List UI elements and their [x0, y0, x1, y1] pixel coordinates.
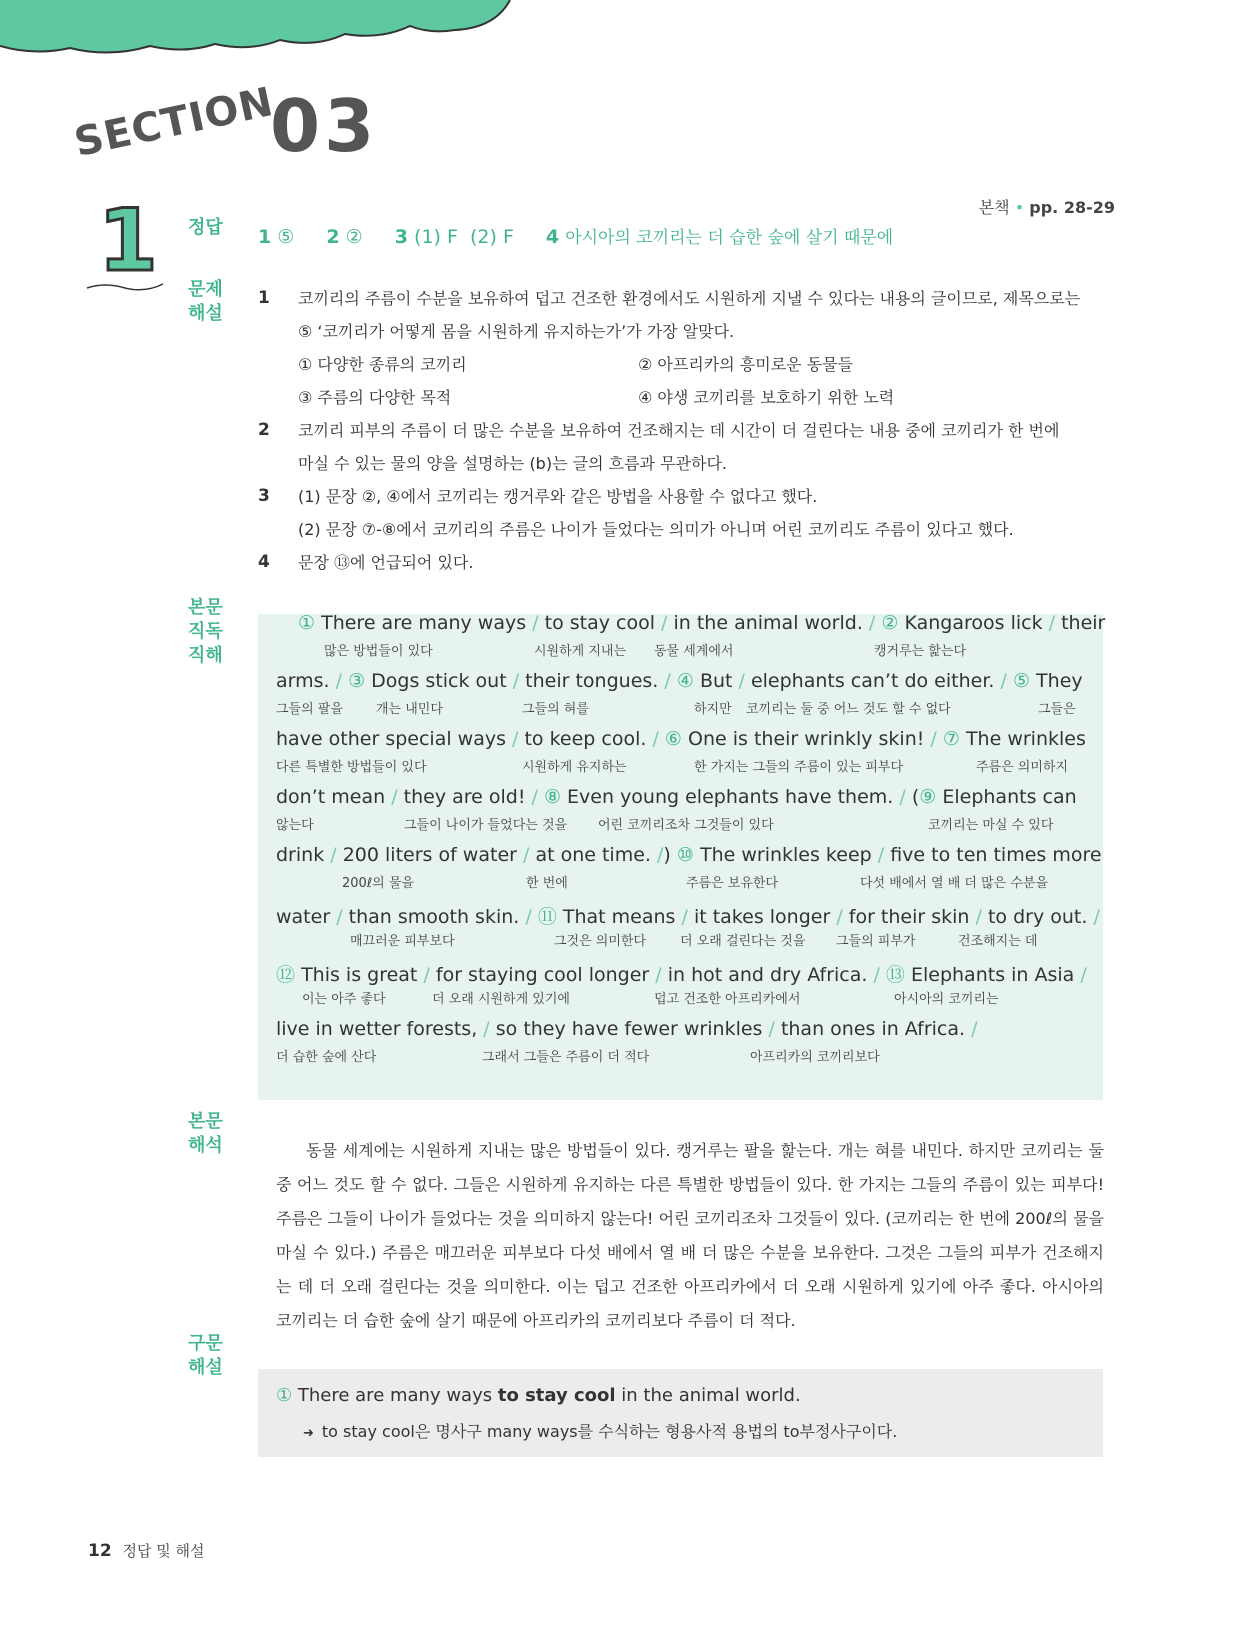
sentence-number: ⑤ [1012, 670, 1030, 692]
korean-gloss: 더 습한 숲에 산다 [276, 1050, 377, 1065]
english-chunk: arms. [276, 670, 330, 692]
label-reading: 본문 직독 직해 [188, 597, 223, 666]
english-chunk: for staying cool longer [435, 964, 650, 986]
answer-value: (1) F (2) F [414, 226, 514, 248]
korean-gloss: 그들이 나이가 들었다는 것을 [404, 818, 568, 833]
korean-gloss: 캥거루는 핥는다 [874, 644, 967, 659]
top-banner-decoration [0, 0, 1241, 60]
sentence-number: ① [298, 612, 316, 634]
explanation-text: (1) 문장 ②, ④에서 코끼리는 캥거루와 같은 방법을 사용할 수 없다고 했다. [298, 487, 818, 506]
korean-gloss: 건조해지는 데 [958, 934, 1038, 949]
label-translation: 본문 해석 [188, 1111, 223, 1156]
grammar-text: in the animal world. [615, 1385, 801, 1406]
korean-gloss: 그들의 혀를 [522, 702, 589, 717]
answer-number: 4 [545, 226, 560, 248]
option-text: ② 아프리카의 흥미로운 동물들 [638, 355, 854, 374]
sentence-number: ⑪ [537, 906, 557, 928]
explanation-2 [258, 414, 1118, 480]
english-chunk: Kangaroos lick [904, 612, 1043, 634]
korean-gloss: 한 가지는 그들의 주름이 있는 피부다 [694, 760, 904, 775]
page-ref-prefix: 본책 [978, 198, 1010, 217]
reading-line-2: arms. / ③ Dogs stick out / their tongues. / ④ But / elephants can’t do either. / ⑤ They 그들의 팔을 개는 내민다 그들의 혀를 하지만 코끼리는 둘 중 어느 것도 할 수 없다 그들은 [276, 670, 1083, 717]
english-chunk: in the animal world. [673, 612, 863, 634]
reading-line-8: live in wetter forests, / so they have fewer wrinkles / than ones in Africa. / 더 습한 숲에 산다 그래서 그들은 주름이 더 적다 아프리카의 코끼리보다 [276, 1018, 978, 1065]
korean-gloss: 더 오래 시원하게 있기에 [432, 992, 570, 1007]
reading-box [258, 612, 1106, 1100]
translation-paragraph: 동물 세계에는 시원하게 지내는 많은 방법들이 있다. 캥거루는 팔을 핥는다. 개는 혀를 내민다. 하지만 코끼리는 둘 중 어느 것도 할 수 없다. 그들은 시원하게 유지하는 다른 특별한 방법들이 있다. 한 가지는 그들의 주름이 있는 피부다! 주름은 그들이 나이가 들었다는 것을 의미하지 않는다! 어린 코끼리조차 그것들이 있다. (코끼리는 한 번에 200ℓ의 물을 마실 수 있다.) 주름은 매끄러운 피부보다 다섯 배에서 열 배 더 많은 수분을 보유한다. 그것은 그들의 피부가 건조해지는 데 더 오래 걸린다는 것을 의미한다. 이는 덥고 건조한 아프리카에서 더 오래 시원하게 있기에 아주 좋다. 아시아의 코끼리는 더 습한 숲에 살기 때문에 아프리카의 코끼리보다 주름이 더 적다. [276, 1141, 1104, 1330]
explanation-text: 코끼리 피부의 주름이 더 많은 수분을 보유하여 건조해지는 데 시간이 더 걸린다는 내용 중에 코끼리가 한 번에 [298, 421, 1060, 440]
item-number-underline [85, 280, 165, 294]
english-chunk: water [276, 906, 331, 928]
english-chunk: live in wetter forests, [276, 1018, 478, 1040]
english-chunk: their tongues. [525, 670, 659, 692]
sentence-number: ⑫ [276, 964, 296, 986]
english-chunk: elephants can’t do either. [750, 670, 995, 692]
explanation-number: 3 [258, 486, 270, 506]
korean-gloss: 덥고 건조한 아프리카에서 [654, 992, 801, 1007]
korean-gloss: 다른 특별한 방법들이 있다 [276, 760, 427, 775]
problem-explanations [258, 282, 1118, 579]
korean-gloss: 어린 코끼리조차 그것들이 있다 [598, 818, 774, 833]
section-number: 03 [270, 84, 379, 168]
explanation-4 [258, 546, 1118, 579]
english-chunk: drink [276, 844, 325, 866]
korean-gloss: 개는 내민다 [376, 702, 443, 717]
sentence-number: ⑥ [664, 728, 682, 750]
english-chunk: than smooth skin. [348, 906, 520, 928]
korean-gloss: 그래서 그들은 주름이 더 적다 [482, 1050, 650, 1065]
grammar-note-text: to stay cool은 명사구 many ways를 수식하는 형용사적 용법의 to부정사구이다. [321, 1422, 898, 1441]
answer-number: 3 [394, 226, 408, 248]
korean-gloss: 시원하게 유지하는 [522, 760, 627, 775]
korean-gloss: 그들의 팔을 [276, 702, 343, 717]
korean-gloss: 그들은 [1038, 702, 1076, 717]
answer-number: 2 [326, 226, 340, 248]
explanation-3 [258, 480, 1118, 546]
english-chunk: Elephants in Asia [910, 964, 1075, 986]
english-chunk: it takes longer [693, 906, 831, 928]
korean-gloss: 200ℓ의 물을 [342, 876, 414, 891]
item-number: 1 [98, 191, 158, 291]
explanation-text: 마실 수 있는 물의 양을 설명하는 (b)는 글의 흐름과 무관하다. [298, 454, 727, 473]
english-chunk: they are old! [403, 786, 526, 808]
english-chunk: to dry out. [987, 906, 1088, 928]
english-chunk: in hot and dry Africa. [667, 964, 868, 986]
sentence-number: ⑦ [942, 728, 960, 750]
korean-gloss: 시원하게 지내는 [534, 644, 627, 659]
sentence-number: ② [881, 612, 899, 634]
english-chunk: Even young elephants have them. [567, 786, 894, 808]
grammar-note [303, 1419, 897, 1442]
korean-gloss: 한 번에 [526, 876, 568, 891]
arrow-icon: ➜ [303, 1426, 314, 1441]
korean-gloss: 동물 세계에서 [654, 644, 734, 659]
sentence-number: ⑨ [919, 786, 937, 808]
explanation-text: (2) 문장 ⑦-⑧에서 코끼리의 주름은 나이가 들었다는 의미가 아니며 어린 코끼리도 주름이 있다고 했다. [298, 520, 1014, 539]
reading-line-7: ⑫ This is great / for staying cool longer / in hot and dry Africa. / ⑬ Elephants in Asia / 이는 아주 좋다 더 오래 시원하게 있기에 덥고 건조한 아프리카에서 아시아의 코끼리는 [276, 964, 1087, 1007]
reading-line-3: have other special ways / to keep cool. / ⑥ One is their wrinkly skin! / ⑦ The wrinkles 다른 특별한 방법들이 있다 시원하게 유지하는 한 가지는 그들의 주름이 있는 피부다 주름은 의미하지 [276, 728, 1086, 775]
option-text: ③ 주름의 다양한 목적 [298, 388, 452, 407]
english-chunk: than ones in Africa. [780, 1018, 966, 1040]
page-number: 12 [88, 1541, 112, 1561]
english-chunk: to stay cool [544, 612, 655, 634]
english-chunk: at one time. [535, 844, 651, 866]
english-chunk: This is great [301, 964, 418, 986]
option-text: ④ 야생 코끼리를 보호하기 위한 노력 [638, 388, 895, 407]
english-chunk: They [1036, 670, 1083, 692]
korean-gloss: 그들의 피부가 [836, 934, 916, 949]
english-chunk: don’t mean [276, 786, 386, 808]
english-chunk: The wrinkles keep [699, 844, 872, 866]
label-answer: 정답 [188, 217, 223, 238]
parenthesis: ( [911, 786, 920, 808]
english-chunk: The wrinkles [965, 728, 1086, 750]
reading-line-1: ① There are many ways / to stay cool / in the animal world. / ② Kangaroos lick / their 많은 방법들이 있다 시원하게 지내는 동물 세계에서 캥거루는 핥는다 [298, 612, 1106, 659]
korean-gloss: 코끼리는 마실 수 있다 [928, 818, 1054, 833]
korean-gloss: 않는다 [276, 818, 314, 833]
english-chunk: Dogs stick out [371, 670, 507, 692]
korean-gloss: 주름은 의미하지 [976, 760, 1069, 775]
english-chunk: to keep cool. [524, 728, 647, 750]
english-chunk: their [1061, 612, 1106, 634]
footer-text: 정답 및 해설 [122, 1542, 205, 1560]
sentence-number: ⑧ [543, 786, 561, 808]
korean-gloss: 코끼리는 둘 중 어느 것도 할 수 없다 [746, 702, 951, 717]
korean-gloss: 다섯 배에서 열 배 더 많은 수분을 [860, 876, 1049, 891]
grammar-sentence [276, 1385, 801, 1406]
section-word: SECTION [70, 78, 278, 166]
sentence-number: ④ [676, 670, 694, 692]
sentence-number: ① [276, 1385, 293, 1406]
korean-gloss: 이는 아주 좋다 [302, 992, 386, 1007]
explanation-number: 2 [258, 420, 270, 440]
korean-gloss: 아프리카의 코끼리보다 [750, 1050, 880, 1065]
page-footer [88, 1540, 204, 1561]
korean-gloss: 더 오래 걸린다는 것을 [680, 934, 806, 949]
english-chunk: One is their wrinkly skin! [688, 728, 925, 750]
korean-gloss: 그것은 의미한다 [554, 934, 647, 949]
sentence-number: ③ [348, 670, 366, 692]
english-chunk: There are many ways [321, 612, 527, 634]
explanation-number: 1 [258, 288, 270, 308]
answer-item [546, 226, 893, 248]
english-chunk: But [699, 670, 733, 692]
reading-line-5: drink / 200 liters of water / at one time. /) ⑩ The wrinkles keep / five to ten times more 200ℓ의 물을 한 번에 주름은 보유한다 다섯 배에서 열 배 더 많은 수분을 [276, 844, 1102, 891]
option-text: ① 다양한 종류의 코끼리 [298, 355, 467, 374]
korean-gloss: 주름은 보유한다 [686, 876, 779, 891]
explanation-1 [258, 282, 1118, 414]
answer-item [258, 226, 294, 248]
grammar-text: There are many ways [297, 1385, 498, 1406]
english-chunk: 200 liters of water [342, 844, 517, 866]
answer-value: ⑤ [277, 226, 295, 248]
english-chunk: Elephants can [942, 786, 1077, 808]
sentence-number: ⑬ [885, 964, 905, 986]
answers-row [258, 223, 919, 248]
answer-number: 1 [258, 226, 272, 248]
korean-gloss: 매끄러운 피부보다 [350, 934, 455, 949]
answer-item [395, 226, 514, 248]
answer-item [326, 226, 362, 248]
answer-value: ② [345, 226, 363, 248]
label-grammar: 구문 해설 [188, 1333, 223, 1378]
grammar-highlight: to stay cool [497, 1385, 616, 1406]
page-ref-dot: • [1014, 198, 1025, 217]
page-ref-pages: pp. 28-29 [1029, 198, 1115, 217]
answer-value: 아시아의 코끼리는 더 습한 숲에 살기 때문에 [565, 228, 894, 248]
sentence-number: ⑩ [676, 844, 694, 866]
explanation-text: 코끼리의 주름이 수분을 보유하여 덥고 건조한 환경에서도 시원하게 지낼 수 있다는 내용의 글이므로, 제목으로는 [298, 289, 1081, 308]
grammar-box [258, 1369, 1103, 1457]
explanation-number: 4 [258, 552, 270, 572]
explanation-text: 문장 ⑬에 언급되어 있다. [298, 553, 474, 572]
korean-gloss: 하지만 [694, 702, 732, 717]
page-reference [979, 195, 1115, 218]
explanation-text: ⑤ ‘코끼리가 어떻게 몸을 시원하게 유지하는가’가 가장 알맞다. [298, 322, 735, 341]
english-chunk: five to ten times more [890, 844, 1102, 866]
parenthesis: ) [663, 844, 671, 866]
reading-line-6: water / than smooth skin. / ⑪ That means / it takes longer / for their skin / to dry out. / 매끄러운 피부보다 그것은 의미한다 더 오래 걸린다는 것을 그들의 피부가 건조해지는 데 [276, 906, 1100, 949]
english-chunk: so they have fewer wrinkles [495, 1018, 763, 1040]
reading-line-4: don’t mean / they are old! / ⑧ Even young elephants have them. / (⑨ Elephants can 않는다 그들이 나이가 들었다는 것을 어린 코끼리조차 그것들이 있다 코끼리는 마실 수 있다 [276, 786, 1077, 833]
korean-gloss: 아시아의 코끼리는 [894, 992, 999, 1007]
korean-gloss: 많은 방법들이 있다 [324, 644, 433, 659]
english-chunk: have other special ways [276, 728, 506, 750]
label-problem-explanation: 문제 해설 [188, 279, 223, 324]
english-chunk: That means [562, 906, 676, 928]
english-chunk: for their skin [848, 906, 970, 928]
